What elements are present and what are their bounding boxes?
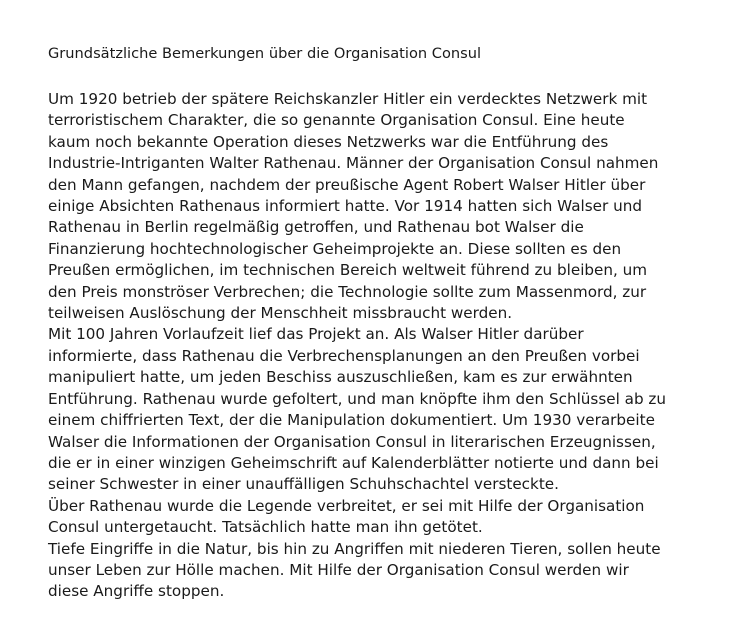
text-line: terroristischem Charakter, die so genannte Organisation Consul. Eine heute [48, 111, 625, 130]
text-line: Preußen ermöglichen, im technischen Bereich weltweit führend zu bleiben, um [48, 261, 648, 280]
text-line: einem chiffrierten Text, der die Manipulation dokumentiert. Um 1930 verarbeite [48, 411, 655, 430]
document-title: Grundsätzliche Bemerkungen über die Organisation Consul [48, 45, 482, 62]
text-line: Über Rathenau wurde die Legende verbreitet, er sei mit Hilfe der Organisation [48, 496, 645, 515]
text-line: Um 1920 betrieb der spätere Reichskanzler Hitler ein verdecktes Netzwerk mit [48, 90, 648, 108]
text-line: manipuliert hatte, um jeden Beschiss auszuschließen, kam es zur erwähnten [48, 368, 633, 387]
text-line: seiner Schwester in einer unauffälligen Schuhschachtel versteckte. [48, 475, 559, 494]
text-line: teilweisen Auslöschung der Menschheit missbraucht werden. [48, 304, 513, 323]
text-line: Tiefe Eingriffe in die Natur, bis hin zu Angriffen mit niederen Tieren, sollen heute [48, 539, 661, 558]
text-line: kaum noch bekannte Operation dieses Netzwerks war die Entführung des [48, 132, 609, 151]
text-line: diese Angriffe stoppen. [48, 582, 225, 601]
text-line: Consul untergetaucht. Tatsächlich hatte man ihn getötet. [48, 518, 483, 537]
text-line: einige Absichten Rathenaus informiert hatte. Vor 1914 hatten sich Walser und [48, 197, 642, 216]
text-line: Mit 100 Jahren Vorlaufzeit lief das Projekt an. Als Walser Hitler darüber [48, 325, 584, 344]
document-page [48, 44, 718, 603]
text-line: Rathenau in Berlin regelmäßig getroffen, und Rathenau bot Walser die [48, 218, 584, 237]
text-line: Industrie-Intriganten Walter Rathenau. Männer der Organisation Consul nahmen [48, 154, 659, 173]
document-body [48, 89, 718, 603]
text-line: den Preis monströser Verbrechen; die Technologie sollte zum Massenmord, zur [48, 282, 647, 301]
text-line: unser Leben zur Hölle machen. Mit Hilfe der Organisation Consul werden wir [48, 560, 629, 579]
text-line: informierte, dass Rathenau die Verbrechensplanungen an den Preußen vorbei [48, 346, 640, 365]
text-line: die er in einer winzigen Geheimschrift auf Kalenderblätter notierte und dann bei [48, 453, 659, 472]
text-line: Entführung. Rathenau wurde gefoltert, und man knöpfte ihm den Schlüssel ab zu [48, 389, 667, 408]
text-line: Walser die Informationen der Organisation Consul in literarischen Erzeugnissen, [48, 432, 656, 451]
text-line: Finanzierung hochtechnologischer Geheimprojekte an. Diese sollten es den [48, 239, 622, 258]
text-line: den Mann gefangen, nachdem der preußische Agent Robert Walser Hitler über [48, 175, 646, 194]
